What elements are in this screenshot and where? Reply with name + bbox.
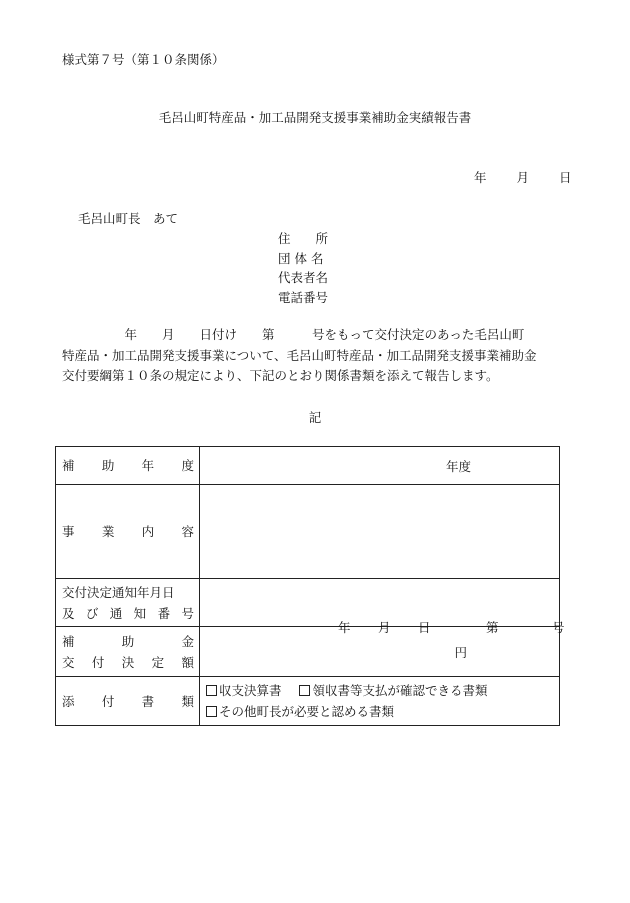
project-content-label-text-char: 内 xyxy=(141,524,155,539)
subsidy-year-label xyxy=(56,447,200,485)
attachments-label-text-char: 類 xyxy=(181,693,194,709)
applicant-group-name-label: 団 体 名 xyxy=(278,250,324,266)
decision-month: 月 xyxy=(378,620,391,635)
subsidy-amount-label xyxy=(56,627,200,677)
table-row xyxy=(56,579,560,627)
subsidy-year-label-text-char: 年 xyxy=(141,458,155,473)
project-content-field[interactable] xyxy=(200,485,560,579)
decision-date-label-line2-char: 及 xyxy=(62,605,75,621)
attachments-label-text-char: 添 xyxy=(62,693,75,709)
decision-go: 号 xyxy=(552,620,565,635)
applicant-address-label: 住 所 xyxy=(278,231,329,246)
date-year: 年 xyxy=(474,170,487,185)
attachment-receipts-label: 領収書等支払が確認できる書類 xyxy=(312,683,488,698)
subsidy-year-label-text-char: 補 xyxy=(62,458,75,473)
decision-date-label-line1: 交付決定通知年月日 xyxy=(62,584,175,600)
project-content-label xyxy=(56,485,200,579)
decision-date-label-line2-char: 知 xyxy=(133,605,147,621)
attachments-field xyxy=(200,677,560,726)
body-line: 特産品・加工品開発支援事業について、毛呂山町特産品・加工品開発支援事業補助金 xyxy=(62,347,537,363)
subsidy-amount-label-line1-char: 補 xyxy=(62,633,75,649)
attachments-label xyxy=(56,677,200,726)
attachment-other-label: その他町長が必要と認める書類 xyxy=(219,704,395,719)
subsidy-amount-label-line2-char: 交 xyxy=(62,654,75,670)
addressee: 毛呂山町長 あて xyxy=(78,211,179,226)
yen-unit: 円 xyxy=(454,644,467,660)
subsidy-year-field[interactable] xyxy=(200,447,560,485)
project-content-label-text-char: 業 xyxy=(101,524,115,539)
attachments-label-text-char: 付 xyxy=(101,693,115,709)
decision-date-label xyxy=(56,579,200,627)
table-row xyxy=(56,627,560,677)
subsidy-amount-label-line2-char: 決 xyxy=(121,654,135,670)
decision-dai: 第 xyxy=(486,620,499,635)
body-line: 交付要綱第１０条の規定により、下記のとおり関係書類を添えて報告します。 xyxy=(62,368,499,383)
applicant-representative-label: 代表者名 xyxy=(278,270,329,285)
decision-date-label-line2-char: 番 xyxy=(157,605,171,621)
decision-date-label-line2-char: び xyxy=(85,605,99,621)
decision-date-label-line2-char: 通 xyxy=(109,605,123,621)
subsidy-year-label-text-char: 度 xyxy=(181,458,194,473)
subsidy-amount-label-line2-char: 定 xyxy=(151,654,165,670)
subsidy-amount-label-line2-char: 額 xyxy=(181,654,194,670)
subsidy-amount-label-line2-char: 付 xyxy=(91,654,105,670)
decision-day: 日 xyxy=(418,620,431,635)
body-line: 年 月 日付け 第 号をもって交付決定のあった毛呂山町 xyxy=(62,327,525,342)
table-row xyxy=(56,677,560,726)
report-table xyxy=(55,446,565,726)
applicant-block xyxy=(278,229,328,307)
form-number: 様式第７号（第１０条関係） xyxy=(62,52,225,67)
date-day: 日 xyxy=(559,170,572,185)
project-content-label-text-char: 事 xyxy=(62,524,75,539)
project-content-label-text-char: 容 xyxy=(181,524,194,539)
subsidy-year-unit: 年度 xyxy=(445,458,471,474)
subsidy-amount-label-line1-char: 金 xyxy=(181,633,194,649)
table-row xyxy=(56,447,560,485)
decision-year: 年 xyxy=(338,620,351,635)
body-paragraph xyxy=(62,325,572,387)
table-row xyxy=(56,485,560,579)
subsidy-amount-label-line1-char: 助 xyxy=(121,633,135,649)
date-line xyxy=(474,168,572,186)
checkbox-receipts[interactable] xyxy=(299,685,310,696)
attachments-label-text-char: 書 xyxy=(141,693,155,709)
document-title: 毛呂山町特産品・加工品開発支援事業補助金実績報告書 xyxy=(158,110,472,125)
decision-date-label-line2-char: 号 xyxy=(181,605,194,621)
ki-heading: 記 xyxy=(308,410,322,425)
date-month: 月 xyxy=(516,170,530,185)
checkbox-settlement[interactable] xyxy=(206,685,217,696)
decision-date-field[interactable] xyxy=(200,579,565,635)
applicant-phone-label: 電話番号 xyxy=(278,289,329,305)
attachment-settlement-label: 収支決算書 xyxy=(219,683,282,698)
checkbox-other[interactable] xyxy=(206,706,217,717)
subsidy-year-label-text-char: 助 xyxy=(101,458,115,473)
